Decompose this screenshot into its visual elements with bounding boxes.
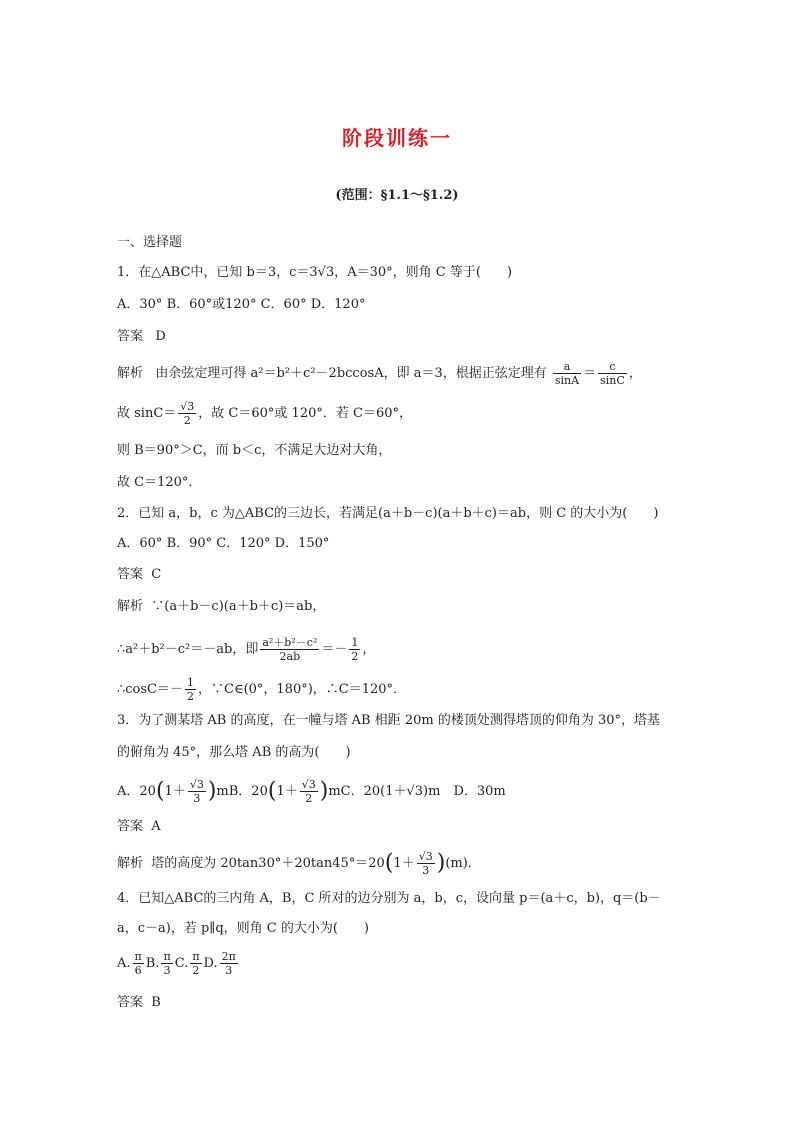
section-heading: 一、选择题 [117, 235, 183, 250]
q2-answer: 答案 C [117, 567, 162, 582]
q3-answer: 答案 A [117, 819, 161, 834]
q1-answer [117, 328, 166, 346]
fraction: $\frac{2\pi}{3}$ [221, 950, 236, 977]
q3-stem-line1: 3．为了测某塔 AB 的高度，在一幢与塔 AB 相距 20m 的楼顶处测得塔顶的仰角为 30°，塔基 [117, 713, 660, 728]
fraction: $\frac{√3}{2}$ [180, 400, 195, 427]
q2-options: A．60° B．90° C．120° D．150° [117, 536, 330, 551]
fraction: $\frac{\pi}{2}$ [192, 950, 200, 977]
fraction: $\frac{\pi}{3}$ [163, 950, 171, 977]
q1-options: A．30° B．60°或120° C．60° D．120° [117, 297, 366, 312]
q4-answer: 答案 B [117, 995, 161, 1010]
q2-stem: 2．已知 a，b，c 为△ABC的三边长，若满足(a＋b－c)(a＋b＋c)＝ab，则 C 的大小为( ) [117, 506, 659, 521]
page-title: 阶段训练一 [342, 126, 452, 150]
fraction: $\frac{√3}{3}$ [418, 850, 433, 877]
q1-stem: 1．在△ABC中，已知 b＝3，c＝3√3，A＝30°，则角 C 等于( ) [117, 265, 513, 280]
page-subtitle: (范围：§1.1～§1.2) [335, 188, 459, 203]
fraction: $\frac{1}{2}$ [351, 636, 359, 663]
q3-stem-line2: 的俯角为 45°，那么塔 AB 的高为( ) [117, 745, 351, 760]
q1-jx-line1: 解析 由余弦定理可得 a²＝b²＋c²－2bccosA，即 a＝3，根据正弦定理有 $\frac{a}{\sin A}$ ＝ $\frac{c}{\sin C}$ ， [117, 360, 642, 387]
q1-jx-line3: 则 B＝90°＞C，而 b＜c，不满足大边对大角， [117, 443, 392, 458]
answer-value: D [155, 329, 166, 344]
q4-options: A. $\frac{\pi}{6}$ B. $\frac{\pi}{3}$ C. $\frac{\pi}{2}$ D. $\frac{2\pi}{3}$ [117, 950, 236, 977]
fraction: $\frac{1}{2}$ [187, 676, 194, 703]
fraction: $\frac{\pi}{6}$ [134, 950, 142, 977]
q4-stem-line1: 4．已知△ABC的三内角 A，B，C 所对的边分别为 a，b，c，设向量 p＝(a＋c，b)，q＝(b－ [117, 891, 661, 906]
q2-jx-line3: ∴cosC＝－ $\frac{1}{2}$ ，∵C∈(0°，180°)，∴C＝120°． [117, 676, 407, 703]
fraction: $\frac{a}{\sin A}$ [554, 360, 580, 387]
fraction: $\frac{c}{\sin C}$ [600, 360, 625, 387]
q3-options: A．20(1＋ $\frac{√3}{3}$ )mB．20(1＋ $\frac{√3}{2}$ )mC．20(1＋√3)m D．30m [117, 778, 506, 805]
answer-label: 答案 [117, 329, 144, 344]
fraction: $\frac{\text{a²＋b²－c²}}{2ab}$ [262, 636, 318, 663]
q3-jx: 解析 塔的高度为 20tan30°＋20tan45°＝20(1＋ $\frac{√3}{3}$ )(m)． [117, 850, 481, 877]
q2-jx-line1: 解析 ∵(a＋b－c)(a＋b＋c)＝ab， [117, 599, 326, 614]
fraction: $\frac{√3}{3}$ [189, 778, 204, 805]
q1-jx-line4: 故 C＝120°． [117, 475, 202, 490]
q1-jx-line2: 故 sinC＝ $\frac{√3}{2}$ ，故 C＝60°或 120°．若 C＝60°， [117, 400, 412, 427]
q2-jx-line2: ∴a²＋b²－c²＝－ab，即 $\frac{\text{a²＋b²－c²}}{2ab}$ ＝－ $\frac{1}{2}$ ， [117, 636, 376, 663]
q4-stem-line2: a，c－a)，若 p∥q，则角 C 的大小为( ) [117, 921, 369, 936]
fraction: $\frac{√3}{2}$ [301, 778, 316, 805]
jx-label: 解析 [117, 366, 144, 381]
